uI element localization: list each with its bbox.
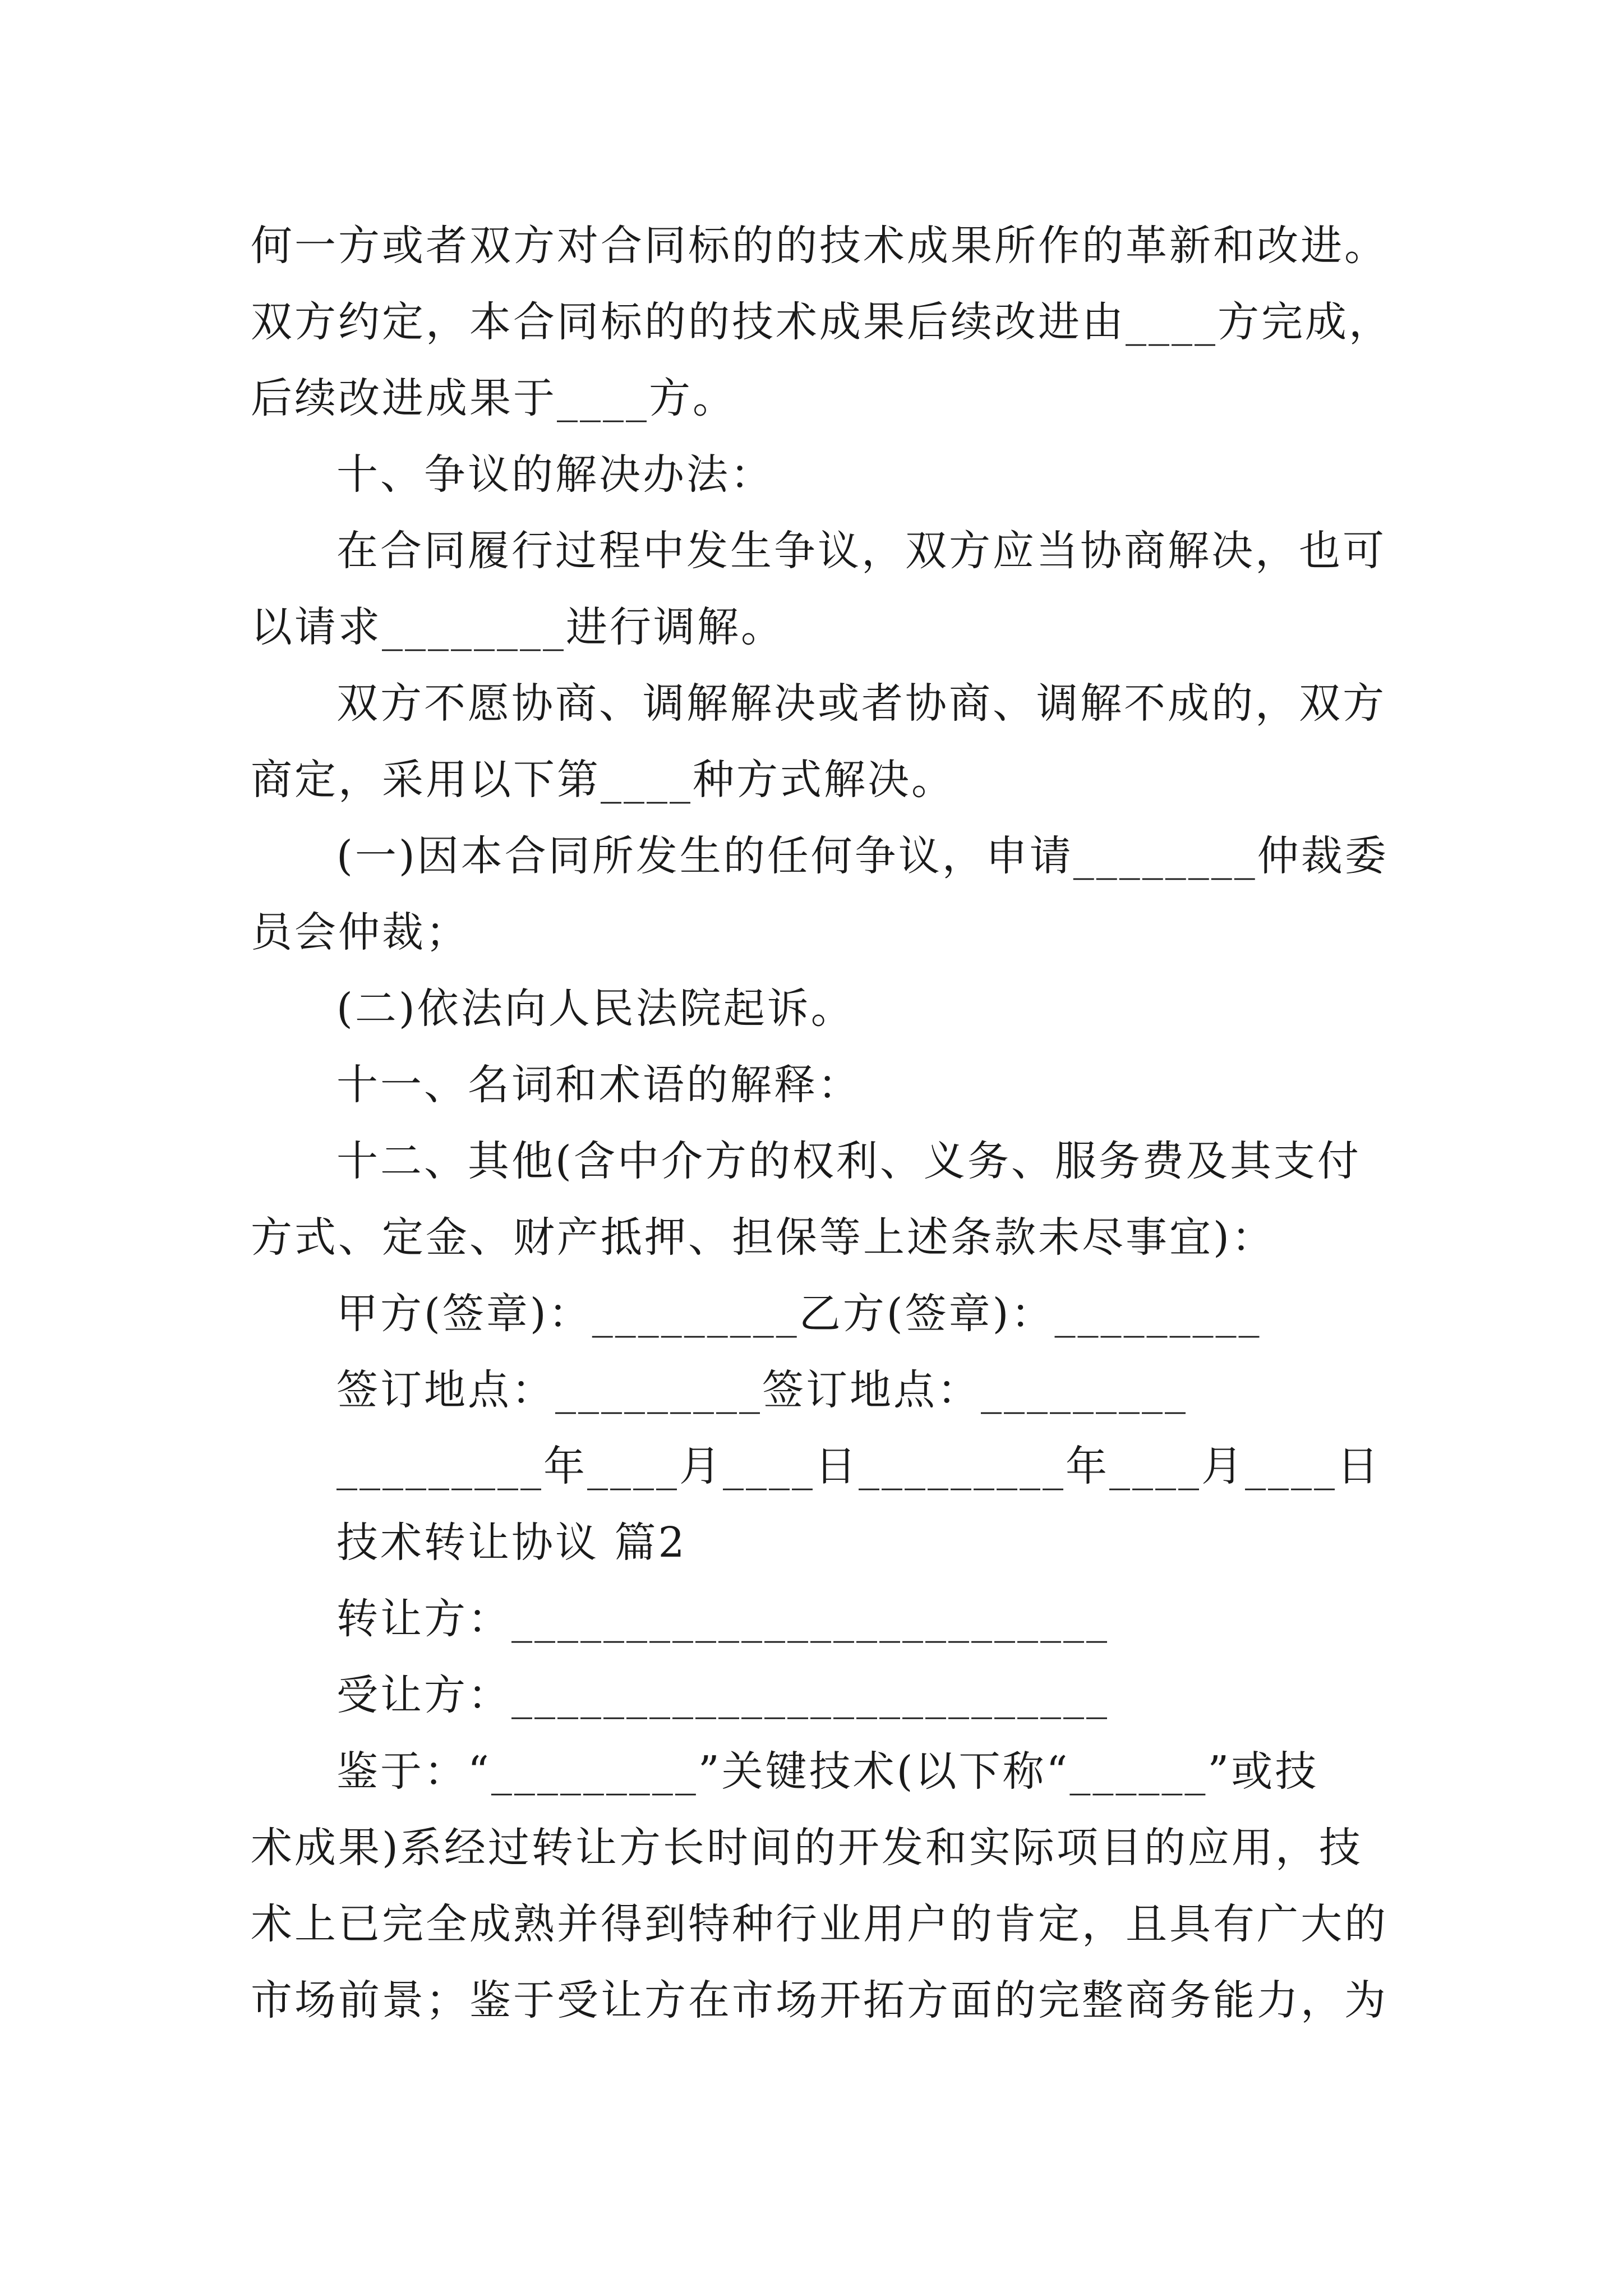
paragraph-line: 在合同履行过程中发生争议，双方应当协商解决，也可 [336,527,1386,575]
paragraph-line: (二)依法向人民法院起诉。 [336,984,855,1033]
text-line: 方式、定金、财产抵押、担保等上述条款未尽事宜)： [251,1213,1275,1262]
date-line: _________年____月____日_________年____月____日 [336,1442,1381,1490]
text-line: 术上已完全成熟并得到特种行业用户的肯定，且具有广大的 [251,1900,1388,1948]
text-line: 术成果)系经过转让方长时间的开发和实际项目的应用，技 [251,1824,1363,1872]
paragraph-line: 鉴于：“_________”关键技术(以下称“______”或技 [336,1747,1319,1796]
transferor-line: 转让方：__________________________ [336,1595,1109,1643]
document-title: 技术转让协议 篇2 [336,1519,687,1567]
section-heading: 十一、名词和术语的解释： [336,1061,861,1109]
transferee-line: 受让方：__________________________ [336,1671,1109,1719]
text-line: 以请求________进行调解。 [251,603,785,651]
paragraph-line: (一)因本合同所发生的任何争议，申请________仲裁委 [336,832,1389,880]
text-line: 市场前景；鉴于受让方在市场开拓方面的完整商务能力，为 [251,1976,1388,2024]
signing-place-line: 签订地点：_________签订地点：_________ [336,1366,1188,1414]
text-line: 员会仲裁； [251,908,469,956]
signature-line: 甲方(签章)：_________乙方(签章)：_________ [336,1290,1262,1338]
text-line: 商定，采用以下第____种方式解决。 [251,756,955,804]
text-line: 何一方或者双方对合同标的的技术成果所作的革新和改进。 [251,222,1388,270]
text-line: 双方约定，本合同标的的技术成果后续改进由____方完成， [251,298,1393,346]
text-line: 后续改进成果于____方。 [251,374,736,422]
paragraph-line: 双方不愿协商、调解解决或者协商、调解不成的，双方 [336,679,1386,728]
section-heading: 十二、其他(含中介方的权利、义务、服务费及其支付 [336,1137,1361,1185]
section-heading: 十、争议的解决办法： [336,450,774,499]
